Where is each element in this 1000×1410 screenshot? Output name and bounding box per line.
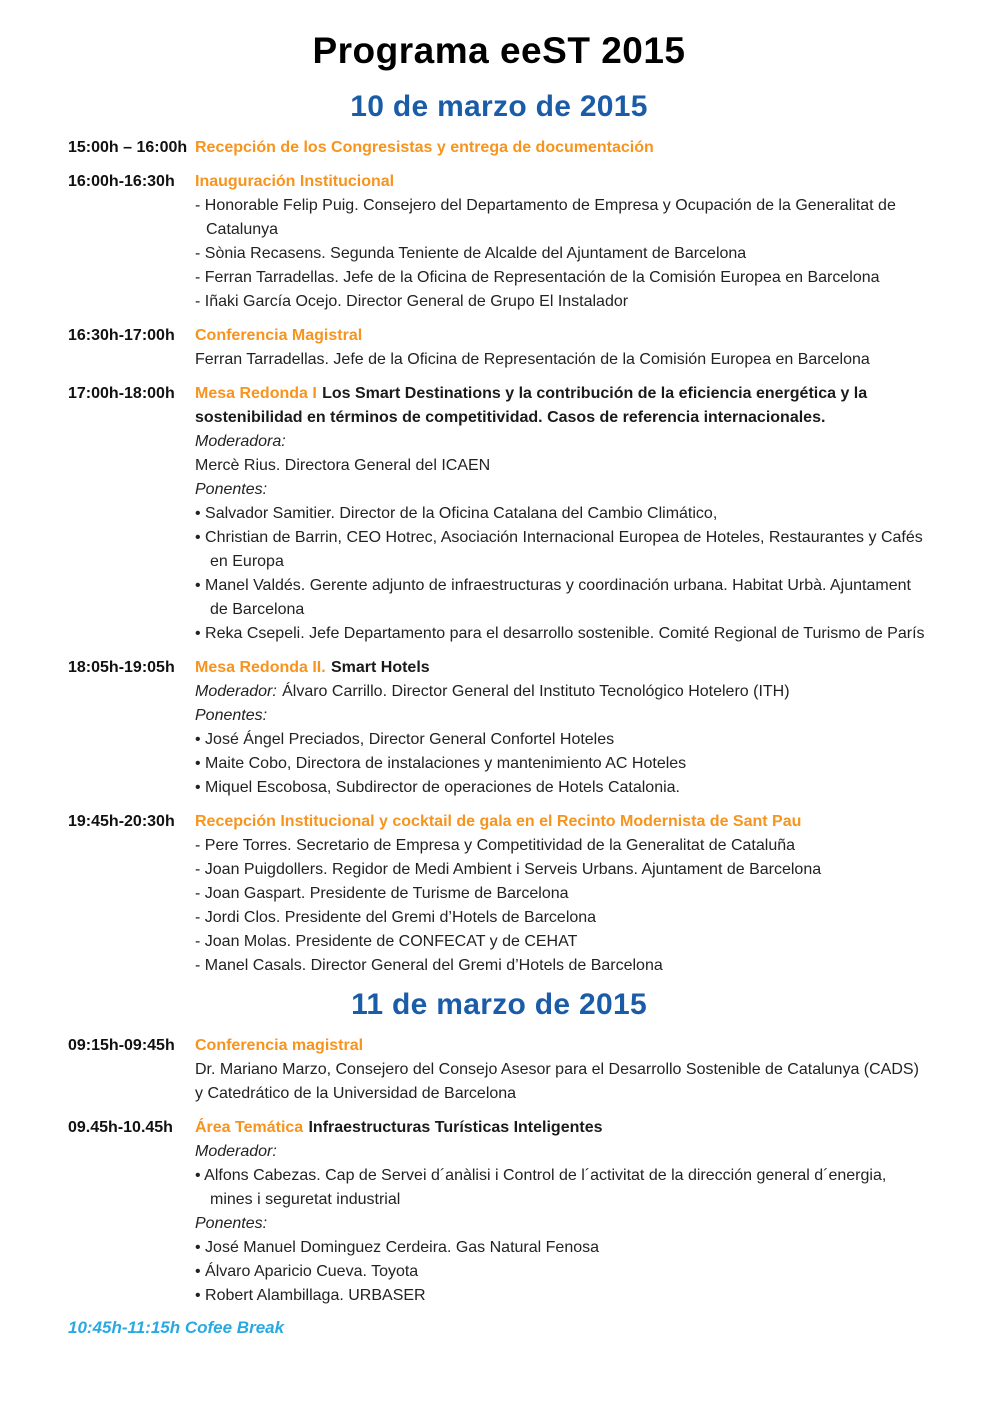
item-time: 19:45h-20:30h xyxy=(68,813,175,830)
participant-line: - Sònia Recasens. Segunda Teniente de Alcalde del Ajuntament de Barcelona xyxy=(195,245,747,262)
item-title-text: Conferencia magistral xyxy=(195,1037,364,1054)
ponente-line: • Christian de Barrin, CEO Hotrec, Asociación Internacional Europea de Hoteles, Restaurantes y Cafés en Europa xyxy=(195,529,923,570)
ponentes-label: Ponentes: xyxy=(195,481,268,498)
schedule-item xyxy=(68,324,930,372)
ponente-line: • Miquel Escobosa, Subdirector de operaciones de Hotels Catalonia. xyxy=(195,779,680,796)
item-description: Ferran Tarradellas. Jefe de la Oficina de Representación de la Comisión Europea en Barcelona xyxy=(195,351,870,368)
item-title-text: Conferencia Magistral xyxy=(195,327,363,344)
schedule-item xyxy=(68,810,930,978)
ponente-line: • Robert Alambillaga. URBASER xyxy=(195,1287,426,1304)
item-title-topic: Mesa Redonda II. xyxy=(195,659,326,676)
day1-heading: 10 de marzo de 2015 xyxy=(350,90,648,123)
item-time: 09:15h-09:45h xyxy=(68,1037,175,1054)
schedule-item xyxy=(68,170,930,314)
ponente-line: • José Ángel Preciados, Director General Confortel Hoteles xyxy=(195,731,615,748)
item-content xyxy=(195,810,930,978)
item-time: 17:00h-18:00h xyxy=(68,385,175,402)
ponente-line: • Manel Valdés. Gerente adjunto de infraestructuras y coordinación urbana. Habitat Urbà. Ajuntament de Barcelona xyxy=(195,577,911,618)
item-title xyxy=(195,136,930,160)
item-content xyxy=(195,170,930,314)
ponente-line: • Álvaro Aparicio Cueva. Toyota xyxy=(195,1263,419,1280)
item-time: 15:00h – 16:00h xyxy=(68,139,188,156)
item-title-text: Inauguración Institucional xyxy=(195,173,395,190)
participant-line: - Manel Casals. Director General del Gremi d’Hotels de Barcelona xyxy=(195,957,663,974)
item-time: 16:00h-16:30h xyxy=(68,173,175,190)
item-title xyxy=(195,1116,930,1140)
item-title-subject: Infraestructuras Turísticas Inteligentes xyxy=(308,1119,603,1136)
item-title-text: Recepción Institucional y cocktail de gala en el Recinto Modernista de Sant Pau xyxy=(195,813,802,830)
moderator-label: Moderador: xyxy=(195,1143,277,1160)
moderator-line: • Alfons Cabezas. Cap de Servei d´anàlisi i Control de l´activitat de la dirección general d´energia, mines i seguretat industrial xyxy=(195,1167,887,1208)
item-title xyxy=(195,170,930,194)
item-title xyxy=(195,382,930,430)
item-title-topic: Área Temática xyxy=(195,1119,304,1136)
item-title xyxy=(195,656,930,680)
item-content xyxy=(195,656,930,800)
item-content xyxy=(195,324,930,372)
ponentes-label: Ponentes: xyxy=(195,707,268,724)
schedule-item xyxy=(68,382,930,646)
participant-line: - Jordi Clos. Presidente del Gremi d’Hotels de Barcelona xyxy=(195,909,597,926)
item-content xyxy=(195,1034,930,1106)
page-title: Programa eeST 2015 xyxy=(312,30,686,71)
ponente-line: • Maite Cobo, Directora de instalaciones y mantenimiento AC Hoteles xyxy=(195,755,687,772)
item-time: 18:05h-19:05h xyxy=(68,659,175,676)
participant-line: - Joan Puigdollers. Regidor de Medi Ambient i Serveis Urbans. Ajuntament de Barcelona xyxy=(195,861,822,878)
participant-line: - Joan Molas. Presidente de CONFECAT y de CEHAT xyxy=(195,933,578,950)
participant-line: - Pere Torres. Secretario de Empresa y Competitividad de la Generalitat de Cataluña xyxy=(195,837,796,854)
item-title xyxy=(195,1034,930,1058)
participant-line: - Ferran Tarradellas. Jefe de la Oficina de Representación de la Comisión Europea en Barcelona xyxy=(195,269,880,286)
schedule-item xyxy=(68,656,930,800)
item-time: 16:30h-17:00h xyxy=(68,327,175,344)
item-title-subject: Los Smart Destinations y la contribución de la eficiencia energética y la sostenibilidad en términos de competitividad. Casos de referencia internacionales. xyxy=(195,385,868,426)
moderator-name: Mercè Rius. Directora General del ICAEN xyxy=(195,457,491,474)
item-content xyxy=(195,136,930,160)
participant-line: - Joan Gaspart. Presidente de Turisme de Barcelona xyxy=(195,885,569,902)
day2-heading: 11 de marzo de 2015 xyxy=(351,988,647,1021)
item-time: 09.45h-10.45h xyxy=(68,1119,173,1136)
schedule-item xyxy=(68,136,930,160)
participant-line: - Honorable Felip Puig. Consejero del Departamento de Empresa y Ocupación de la Generalitat de Catalunya xyxy=(195,197,896,238)
ponentes-label: Ponentes: xyxy=(195,1215,268,1232)
schedule-item xyxy=(68,1034,930,1106)
item-title xyxy=(195,324,930,348)
item-title-topic: Mesa Redonda I xyxy=(195,385,317,402)
ponente-line: • Salvador Samitier. Director de la Oficina Catalana del Cambio Climático, xyxy=(195,505,718,522)
participant-line: - Iñaki García Ocejo. Director General de Grupo El Instalador xyxy=(195,293,629,310)
ponente-line: • José Manuel Dominguez Cerdeira. Gas Natural Fenosa xyxy=(195,1239,600,1256)
moderator-label: Moderador: xyxy=(195,683,277,700)
moderator-line xyxy=(195,680,930,704)
item-content xyxy=(195,1116,930,1308)
item-description: Dr. Mariano Marzo, Consejero del Consejo Asesor para el Desarrollo Sostenible de Catalunya (CADS) y Catedrático de la Universidad de Barcelona xyxy=(195,1061,919,1102)
item-title-text: Recepción de los Congresistas y entrega de documentación xyxy=(195,139,654,156)
item-content xyxy=(195,382,930,646)
coffee-break-note: 10:45h-11:15h Cofee Break xyxy=(68,1318,285,1337)
moderator-label: Moderadora: xyxy=(195,433,286,450)
item-title xyxy=(195,810,930,834)
item-title-subject: Smart Hotels xyxy=(330,659,430,676)
moderator-name: Álvaro Carrillo. Director General del Instituto Tecnológico Hotelero (ITH) xyxy=(282,683,790,700)
schedule-item xyxy=(68,1116,930,1308)
ponente-line: • Reka Csepeli. Jefe Departamento para el desarrollo sostenible. Comité Regional de Turismo de París xyxy=(195,625,925,642)
